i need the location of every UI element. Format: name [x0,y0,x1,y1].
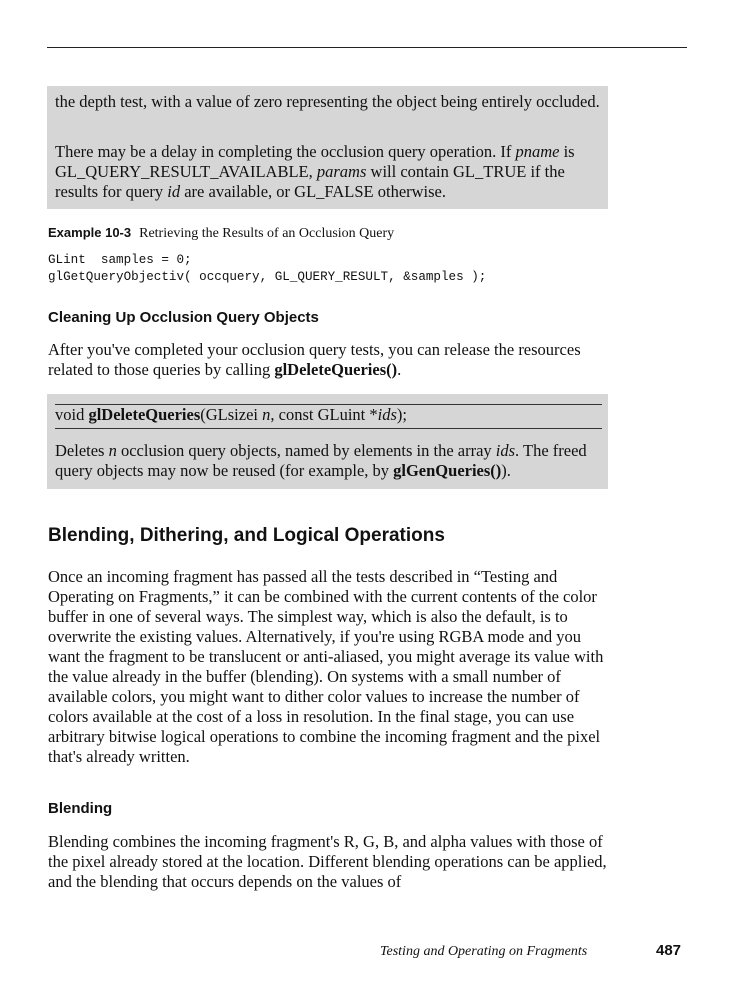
paragraph-blending: Blending combines the incoming fragment's R, G, B, and alpha values with those of the pixel already stored at the location. Different blending operations can be applied, and the blending that occurs depends on the values of [48,832,607,891]
page-number: 487 [656,942,682,959]
code-line: glGetQueryObjectiv( occquery, GL_QUERY_RESULT, &samples ); [48,270,487,284]
running-footer-title: Testing and Operating on Fragments [380,944,588,959]
function-prototype: void glDeleteQueries(GLsizei n, const GLuint *ids); [55,405,407,424]
code-line: GLint samples = 0; [48,253,192,267]
section-heading-blending-dithering: Blending, Dithering, and Logical Operations [48,525,445,546]
example-caption: Example 10-3 Retrieving the Results of an Occlusion Query [48,225,395,241]
section-heading-blending: Blending [48,800,113,817]
box-paragraph-depth-test: the depth test, with a value of zero representing the object being entirely occluded. [55,92,600,111]
paragraph-cleanup: After you've completed your occlusion query tests, you can release the resources related to those queries by calling glDeleteQueries(). [48,340,581,379]
paragraph-blending-dithering: Once an incoming fragment has passed all the tests described in “Testing and Operating on Fragments,” it can be combined with the current contents of the color buffer in one of several ways. The simplest way, which is also the default, is to overwrite the existing values. Alternatively, if you're using RGBA mode and you want the fragment to be translucent or anti-aliased, you might average its value with the value already in the buffer (blending). On systems with a small number of available colors, you might want to dither color values to increase the number of colors available at the cost of a loss in resolution. In the final stage, you can use arbitrary bitwise logical operations to combine the incoming fragment and the pixel that's already written. [48,567,604,766]
header-rule [47,47,687,48]
prototype-rule-bottom [55,428,602,429]
box-paragraph-delay: There may be a delay in completing the occlusion query operation. If pname is GL_QUERY_RESULT_AVAILABLE, params will contain GL_TRUE if the results for query id are available, or GL_FALSE otherwise. [55,142,575,201]
section-heading-cleanup: Cleaning Up Occlusion Query Objects [48,309,319,326]
function-description: Deletes n occlusion query objects, named by elements in the array ids. The freed query objects may now be reused (for example, by glGenQueries()). [55,441,587,480]
